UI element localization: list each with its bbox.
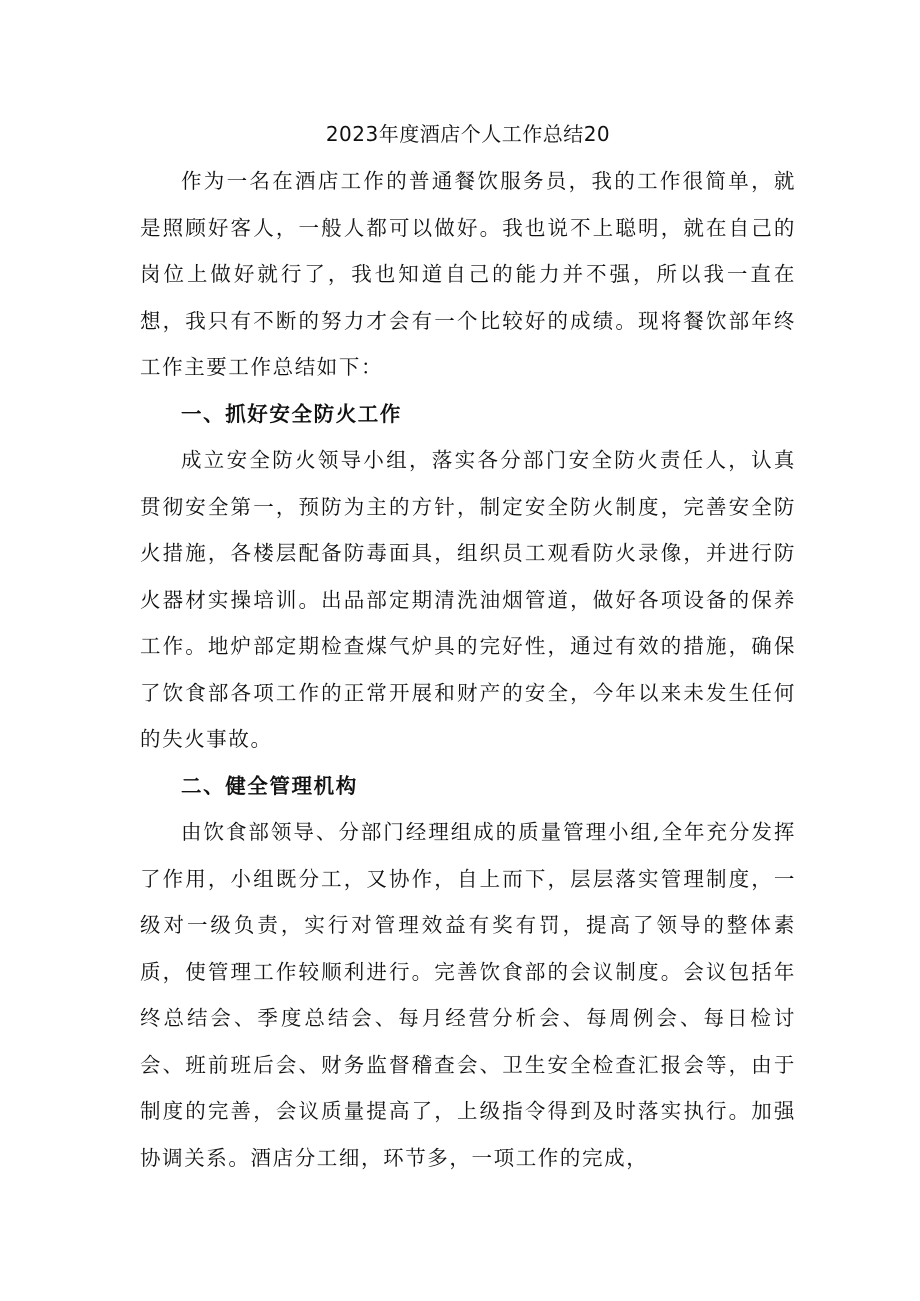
intro-paragraph: 作为一名在酒店工作的普通餐饮服务员，我的工作很简单，就是照顾好客人，一般人都可以做好。我也说不上聪明，就在自己的岗位上做好就行了，我也知道自己的能力并不强，所以我一直在想，我只有不断的努力才会有一个比较好的成绩。现将餐饮部年终工作主要工作总结如下： [140, 169, 796, 379]
section-heading-fire-safety: 一、抓好安全防火工作 [181, 401, 402, 426]
document-title: 2023年度酒店个人工作总结20 [325, 122, 611, 146]
section-heading-management: 二、健全管理机构 [181, 773, 358, 798]
document-content [140, 116, 796, 1181]
section-body-fire-safety: 成立安全防火领导小组，落实各分部门安全防火责任人，认真贯彻安全第一，预防为主的方针，制定安全防火制度，完善安全防火措施，各楼层配备防毒面具，组织员工观看防火录像，并进行防火器材实操培训。出品部定期清洗油烟管道，做好各项设备的保养工作。地炉部定期检查煤气炉具的完好性，通过有效的措施，确保了饮食部各项工作的正常开展和财产的安全，今年以来未发生任何的失火事故。 [140, 448, 796, 751]
section-body-management: 由饮食部领导、分部门经理组成的质量管理小组,全年充分发挥了作用，小组既分工，又协作，自上而下，层层落实管理制度，一级对一级负责，实行对管理效益有奖有罚，提高了领导的整体素质，使管理工作较顺利进行。完善饮食部的会议制度。会议包括年终总结会、季度总结会、每月经营分析会、每周例会、每日检讨会、班前班后会、财务监督稽查会、卫生安全检查汇报会等，由于制度的完善，会议质量提高了，上级指令得到及时落实执行。加强协调关系。酒店分工细，环节多，一项工作的完成， [140, 820, 796, 1170]
